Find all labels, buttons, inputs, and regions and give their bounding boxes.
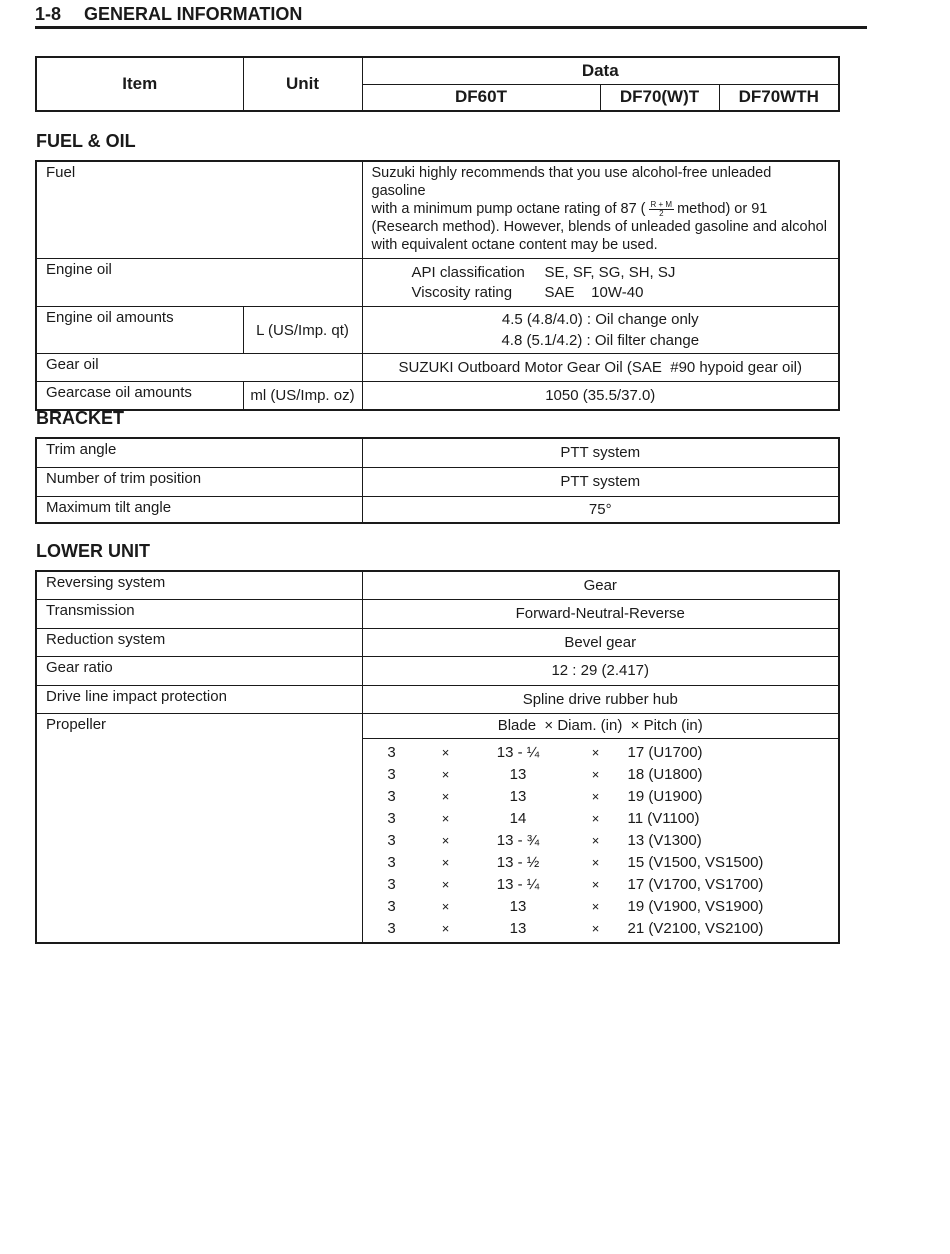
times-sign: × xyxy=(591,854,600,870)
propeller-list xyxy=(363,739,839,940)
header-model-df70wth: DF70WTH xyxy=(719,84,839,111)
table-row xyxy=(36,685,839,713)
octane-fraction xyxy=(649,201,675,218)
bracket-table xyxy=(35,437,840,524)
times-sign: × xyxy=(591,766,600,782)
fuel-text-line xyxy=(372,200,829,218)
table-row xyxy=(36,496,839,523)
gear-oil-value: SUZUKI Outboard Motor Gear Oil (SAE #90 hypoid gear oil) xyxy=(362,354,839,382)
engine-oil-amounts-label: Engine oil amounts xyxy=(36,307,243,354)
fuel-description xyxy=(362,161,839,259)
times-sign: × xyxy=(441,788,450,804)
times-sign: × xyxy=(591,920,600,936)
list-item xyxy=(363,742,839,764)
table-row xyxy=(36,599,839,628)
propeller-diameter: 13 xyxy=(509,919,527,937)
table-row xyxy=(36,656,839,685)
engine-oil-amounts-unit: L (US/Imp. qt) xyxy=(243,307,362,354)
table-row xyxy=(36,307,839,354)
section-title-lower-unit: LOWER UNIT xyxy=(36,541,150,561)
propeller-blade: 3 xyxy=(387,765,396,783)
list-item xyxy=(363,786,839,808)
propeller-blade: 3 xyxy=(387,897,396,915)
viscosity-rating-label: Viscosity rating xyxy=(411,284,513,301)
propeller-diameter: 13 - ½ xyxy=(496,853,540,871)
propeller-pitch: 21 (V2100, VS2100) xyxy=(627,919,764,937)
fuel-label: Fuel xyxy=(36,161,362,259)
oil-amount-line: 4.5 (4.8/4.0) : Oil change only xyxy=(501,311,699,328)
gearcase-oil-value: 1050 (35.5/37.0) xyxy=(362,382,839,410)
header-item: Item xyxy=(36,57,243,111)
fuel-oil-table xyxy=(35,160,840,411)
propeller-diameter: 13 xyxy=(509,765,527,783)
propeller-diameter: 13 xyxy=(509,897,527,915)
propeller-pitch: 11 (V1100) xyxy=(627,809,700,827)
propeller-value xyxy=(362,713,839,943)
engine-oil-amounts-value xyxy=(362,307,839,354)
propeller-blade: 3 xyxy=(387,875,396,893)
reduction-system-value: Bevel gear xyxy=(362,628,839,656)
propeller-blade: 3 xyxy=(387,831,396,849)
propeller-pitch: 19 (V1900, VS1900) xyxy=(627,897,764,915)
table-row xyxy=(36,382,839,410)
table-row xyxy=(36,628,839,656)
times-sign: × xyxy=(591,876,600,892)
propeller-pitch: 19 (U1900) xyxy=(627,787,703,805)
propeller-blade: 3 xyxy=(387,853,396,871)
times-sign: × xyxy=(441,810,450,826)
lower-unit-table xyxy=(35,570,840,944)
oil-amount-line: 4.8 (5.1/4.2) : Oil filter change xyxy=(501,332,700,349)
list-item xyxy=(363,874,839,896)
gear-ratio-label: Gear ratio xyxy=(36,656,362,685)
impact-protection-value: Spline drive rubber hub xyxy=(362,685,839,713)
propeller-pitch: 17 (U1700) xyxy=(627,743,703,761)
propeller-heading: Blade × Diam. (in) × Pitch (in) xyxy=(363,714,839,739)
reduction-system-label: Reduction system xyxy=(36,628,362,656)
list-item xyxy=(363,764,839,786)
page-header xyxy=(35,2,867,29)
viscosity-rating-value: SAE 10W-40 xyxy=(544,284,644,301)
trim-angle-label: Trim angle xyxy=(36,438,362,467)
fraction-numerator: R + M xyxy=(650,199,673,209)
reversing-system-value: Gear xyxy=(362,571,839,599)
propeller-diameter: 13 xyxy=(509,787,527,805)
transmission-label: Transmission xyxy=(36,599,362,628)
times-sign: × xyxy=(591,744,600,760)
gear-ratio-value: 12 : 29 (2.417) xyxy=(362,656,839,685)
trim-position-label: Number of trim position xyxy=(36,467,362,496)
page-title: GENERAL INFORMATION xyxy=(84,4,303,24)
table-row xyxy=(36,438,839,467)
propeller-pitch: 18 (U1800) xyxy=(627,765,703,783)
fuel-text-part: with a minimum pump octane rating of 87 ( xyxy=(371,201,646,217)
gearcase-oil-label: Gearcase oil amounts xyxy=(36,382,243,410)
gear-oil-label: Gear oil xyxy=(36,354,362,382)
list-item xyxy=(363,918,839,940)
engine-oil-label: Engine oil xyxy=(36,259,362,307)
times-sign: × xyxy=(441,744,450,760)
reversing-system-label: Reversing system xyxy=(36,571,362,599)
times-sign: × xyxy=(441,854,450,870)
fuel-text-part: method) or 91 xyxy=(677,201,768,217)
propeller-blade: 3 xyxy=(387,809,396,827)
list-item xyxy=(363,852,839,874)
trim-position-value: PTT system xyxy=(362,467,839,496)
propeller-diameter: 13 - ¼ xyxy=(496,875,540,893)
fuel-text-line: with equivalent octane content may be used. xyxy=(371,237,658,253)
gearcase-oil-unit: ml (US/Imp. oz) xyxy=(243,382,362,410)
table-row xyxy=(36,354,839,382)
times-sign: × xyxy=(591,898,600,914)
trim-angle-value: PTT system xyxy=(362,438,839,467)
propeller-pitch: 13 (V1300) xyxy=(627,831,702,849)
list-item xyxy=(363,896,839,918)
engine-oil-value xyxy=(362,259,839,307)
times-sign: × xyxy=(591,810,600,826)
api-classification-label: API classification xyxy=(411,264,525,281)
times-sign: × xyxy=(441,766,450,782)
tilt-angle-label: Maximum tilt angle xyxy=(36,496,362,523)
table-row xyxy=(36,259,839,307)
times-sign: × xyxy=(441,832,450,848)
fuel-text-line: (Research method). However, blends of unleaded gasoline and alcohol xyxy=(371,219,827,235)
times-sign: × xyxy=(441,920,450,936)
section-title-fuel-oil: FUEL & OIL xyxy=(36,131,136,151)
list-item xyxy=(363,808,839,830)
tilt-angle-value: 75° xyxy=(362,496,839,523)
propeller-diameter: 13 - ¾ xyxy=(496,831,540,849)
section-title-bracket: BRACKET xyxy=(36,408,124,428)
header-model-df60t: DF60T xyxy=(362,84,600,111)
propeller-diameter: 13 - ¼ xyxy=(496,743,540,761)
fraction-denominator: 2 xyxy=(659,208,664,218)
times-sign: × xyxy=(441,898,450,914)
propeller-blade: 3 xyxy=(387,787,396,805)
header-data: Data xyxy=(362,57,839,84)
list-item xyxy=(363,830,839,852)
times-sign: × xyxy=(591,788,600,804)
fuel-text-line: Suzuki highly recommends that you use alcohol-free unleaded gasoline xyxy=(371,165,772,199)
spec-header-table xyxy=(35,56,840,112)
times-sign: × xyxy=(441,876,450,892)
table-row xyxy=(36,713,839,943)
propeller-diameter: 14 xyxy=(509,809,527,827)
propeller-pitch: 15 (V1500, VS1500) xyxy=(627,853,764,871)
impact-protection-label: Drive line impact protection xyxy=(36,685,362,713)
header-model-df70wt: DF70(W)T xyxy=(600,84,719,111)
propeller-pitch: 17 (V1700, VS1700) xyxy=(627,875,764,893)
table-row xyxy=(36,571,839,599)
api-classification-value: SE, SF, SG, SH, SJ xyxy=(544,264,676,281)
table-row xyxy=(36,161,839,259)
table-row xyxy=(36,467,839,496)
header-unit: Unit xyxy=(243,57,362,111)
propeller-blade: 3 xyxy=(387,919,396,937)
times-sign: × xyxy=(591,832,600,848)
propeller-blade: 3 xyxy=(387,743,396,761)
page-number: 1-8 xyxy=(35,4,62,24)
propeller-label: Propeller xyxy=(36,713,362,943)
transmission-value: Forward-Neutral-Reverse xyxy=(362,599,839,628)
